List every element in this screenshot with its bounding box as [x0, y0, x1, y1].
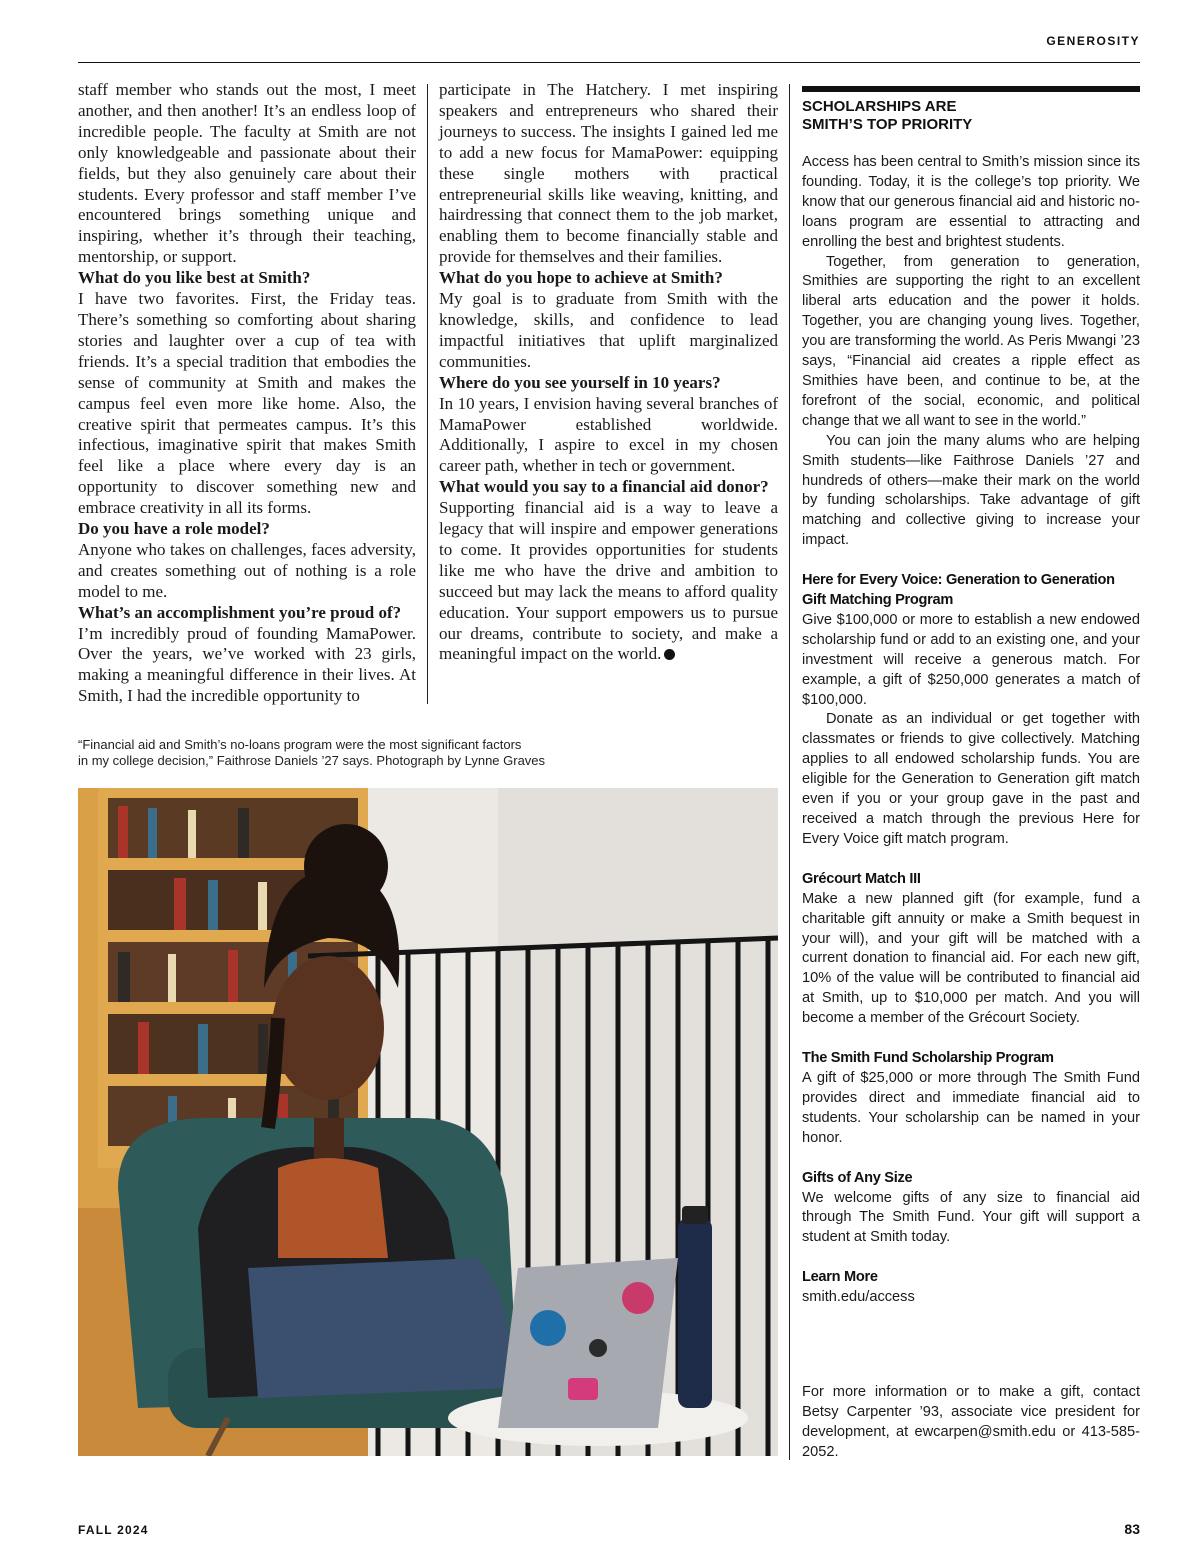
article-column-left [78, 80, 416, 707]
issue-label: FALL 2024 [78, 1523, 149, 1537]
program-heading: Gifts of Any Size [802, 1169, 913, 1186]
article-paragraph: staff member who stands out the most, I meet another, and then another! It’s an endless loop of incredible people. The faculty at Smith are not only knowledgeable and passionate about their fields, but they also genuinely care about their students. Every professor and staff member I’ve encountered brings something unique and inspiring, whether it’s through their teaching, mentorship, or support. [78, 80, 416, 267]
interview-answer: In 10 years, I envision having several branches of MamaPower established worldwide. Additionally, I aspire to excel in my chosen career path, whether in tech or government. [439, 393, 778, 476]
article-column-middle [439, 80, 778, 665]
interview-question: What do you like best at Smith? [78, 268, 311, 288]
program-heading: Grécourt Match III [802, 870, 921, 887]
contact-info: For more information or to make a gift, contact Betsy Carpenter ’93, associate vice president for development, at ewcarpen@smith.edu or 413-585-2052. [802, 1384, 1140, 1460]
top-rule [78, 62, 1140, 63]
scholarships-sidebar [802, 86, 1140, 1460]
sidebar-title-line: SCHOLARSHIPS ARE [802, 98, 957, 115]
program-description: Make a new planned gift (for example, fund a charitable gift annuity or make a Smith bequest in your will), and your gift will be matched with a current donation to financial aid. For each new gift, 10% of the value will be contributed to financial aid at Smith, up to $10,000 per match. And you will become a member of the Grécourt Society. [802, 890, 1140, 1027]
portrait-illustration [78, 788, 778, 1456]
portrait-photo [78, 788, 778, 1456]
learn-more-heading: Learn More [802, 1269, 878, 1286]
caption-line: “Financial aid and Smith’s no-loans program were the most significant factors [78, 737, 522, 752]
interview-question: Do you have a role model? [78, 519, 270, 539]
article-paragraph: participate in The Hatchery. I met inspiring speakers and entrepreneurs who shared their journeys to success. The insights I gained led me to add a new focus for MamaPower: equipping these single mothers with practical entrepreneurial skills like weaving, knitting, and hairdressing that connect them to the job market, enabling them to become financially stable and provide for themselves and their families. [439, 80, 778, 267]
sidebar-divider [789, 84, 790, 1460]
caption-line: in my college decision,” Faithrose Daniels ’27 says. Photograph by Lynne Graves [78, 753, 546, 768]
interview-question: What’s an accomplishment you’re proud of? [78, 602, 402, 622]
interview-question: Where do you see yourself in 10 years? [439, 372, 721, 392]
page-number: 83 [1124, 1521, 1140, 1537]
sidebar-paragraph: Access has been central to Smith’s mission since its founding. Today, it is the college’s top priority. We know that our generous financial aid and historic no-loans program are essential to attracting and enrolling the best and brightest students. [802, 154, 1140, 250]
sidebar-paragraph: Together, from generation to generation, Smithies are supporting the right to an excellent liberal arts education and the power it holds. Together, you are changing young lives. Together, you are transforming the world. As Peris Mwangi ’23 says, “Financial aid creates a ripple effect as Smithies have been, and continue to be, at the forefront of the social, economic, and political change that we all want to see in the world.” [802, 253, 1140, 429]
sidebar-top-bar [802, 86, 1140, 92]
interview-answer [439, 498, 778, 665]
interview-answer: I’m incredibly proud of founding MamaPower. Over the years, we’ve worked with 23 girls, making a meaningful difference in their lives. At Smith, I had the incredible opportunity to [78, 623, 416, 706]
interview-answer: My goal is to graduate from Smith with the knowledge, skills, and confidence to lead impactful initiatives that uplift marginalized communities. [439, 289, 778, 371]
interview-question: What do you hope to achieve at Smith? [439, 268, 723, 288]
interview-answer: Anyone who takes on challenges, faces adversity, and creates something out of nothing is a role model to me. [78, 539, 416, 601]
final-answer-text: Supporting financial aid is a way to leave a legacy that will inspire and empower generations to come. It provides opportunities for students like me who have the drive and ambition to succeed but may lack the means to afford quality education. Your support empowers us to pursue our dreams, contribute to society, and make a meaningful impact on the world. [439, 498, 778, 664]
column-divider [427, 84, 428, 704]
section-label: GENEROSITY [1046, 34, 1140, 48]
program-heading: Here for Every Voice: Generation to Generation Gift Matching Program [802, 572, 1115, 609]
interview-answer: I have two favorites. First, the Friday teas. There’s something so comforting about sharing stories and laughter over a cup of tea with friends. It’s a special tradition that embodies the sense of community at Smith and makes the campus feel even more like home. Also, the creative spirit that permeates campus. It’s this infectious, imaginative spirit that makes Smith feel like a place where every day is an opportunity to discover something new and embrace creativity in all its forms. [78, 289, 416, 518]
learn-more-link[interactable]: smith.edu/access [802, 1289, 915, 1306]
sidebar-title [802, 98, 1140, 134]
program-description: We welcome gifts of any size to financial aid through The Smith Fund. Your gift will support a student at Smith today. [802, 1189, 1140, 1246]
program-description: A gift of $25,000 or more through The Smith Fund provides direct and immediate financial aid to students. Your scholarship can be named in your honor. [802, 1069, 1140, 1146]
photo-caption [78, 737, 608, 769]
interview-question: What would you say to a financial aid donor? [439, 477, 769, 497]
sidebar-title-line: SMITH’S TOP PRIORITY [802, 116, 973, 133]
program-heading: The Smith Fund Scholarship Program [802, 1050, 1054, 1067]
program-description: Give $100,000 or more to establish a new endowed scholarship fund or add to an existing one, and your investment will receive a generous match. For example, a gift of $250,000 generates a match of $100,000. [802, 611, 1140, 708]
end-mark-icon [664, 649, 675, 660]
sidebar-paragraph: You can join the many alums who are helping Smith students—like Faithrose Daniels ’27 and hundreds of others—make their mark on the world by funding scholarships. Take advantage of gift matching and collective giving to increase your impact. [802, 432, 1140, 549]
program-description: Donate as an individual or get together with classmates or friends to give collectively. Matching applies to all endowed scholarship funds. You are eligible for the Generation to Generation gift match even if you or your group gave in the past and received a match through the previous Here for Every Voice gift match program. [802, 711, 1140, 847]
